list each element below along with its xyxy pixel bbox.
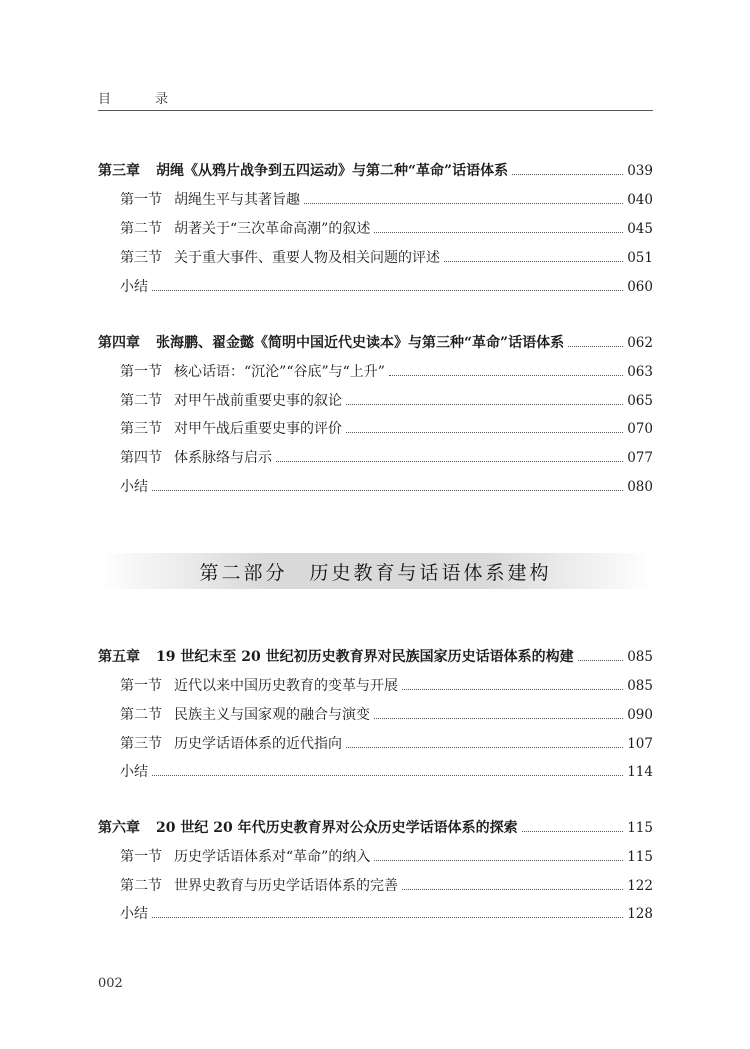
dot-leader [346, 393, 623, 405]
section-title: 对甲午战前重要史事的叙论 [174, 393, 342, 409]
page-ref: 070 [627, 421, 653, 437]
section-number: 第三节 [120, 736, 162, 752]
toc-section[interactable] [120, 247, 653, 267]
dot-leader [578, 649, 624, 661]
section-number: 小结 [120, 479, 148, 495]
section-number: 第二节 [120, 393, 162, 409]
page-ref: 040 [627, 192, 653, 208]
page-ref: 085 [627, 649, 653, 665]
page-ref: 063 [627, 364, 653, 380]
chapter-number: 第三章 [98, 163, 140, 179]
section-title: 关于重大事件、重要人物及相关问题的评述 [174, 250, 440, 266]
section-title: 近代以来中国历史教育的变革与开展 [174, 678, 398, 694]
toc-section[interactable] [120, 875, 653, 895]
chapter-title: 19 世纪末至 20 世纪初历史教育界对民族国家历史话语体系的构建 [156, 649, 574, 665]
dot-leader [374, 221, 623, 233]
toc-section[interactable] [120, 189, 653, 209]
section-title: 历史学话语体系对“革命”的纳入 [174, 849, 371, 865]
dot-leader [444, 250, 623, 262]
running-head: 目 录 [98, 92, 189, 107]
toc-chapter-4[interactable] [98, 332, 653, 352]
page-number: 002 [98, 976, 123, 991]
section-title: 体系脉络与启示 [174, 450, 272, 466]
toc-section[interactable] [120, 218, 653, 238]
toc-chapter-3[interactable] [98, 160, 653, 180]
page-ref: 065 [627, 393, 653, 409]
page-ref: 107 [627, 736, 653, 752]
section-number: 第三节 [120, 421, 162, 437]
part-title: 第二部分 历史教育与话语体系建构 [199, 561, 552, 584]
page-ref: 062 [627, 335, 653, 351]
section-number: 第一节 [120, 849, 162, 865]
dot-leader [276, 450, 623, 462]
toc-section[interactable] [120, 447, 653, 467]
toc-summary[interactable] [120, 761, 653, 781]
toc-chapter-6[interactable] [98, 817, 653, 837]
section-number: 小结 [120, 906, 148, 922]
dot-leader [346, 421, 623, 433]
section-number: 小结 [120, 764, 148, 780]
toc-summary[interactable] [120, 476, 653, 496]
section-number: 第二节 [120, 221, 162, 237]
section-title: 胡著关于“三次革命高潮”的叙述 [174, 221, 371, 237]
section-number: 第一节 [120, 364, 162, 380]
toc-section[interactable] [120, 418, 653, 438]
dot-leader [304, 192, 623, 204]
page-ref: 114 [627, 764, 653, 780]
dot-leader [522, 820, 624, 832]
section-number: 第四节 [120, 450, 162, 466]
toc-section[interactable] [120, 361, 653, 381]
page-ref: 090 [627, 707, 653, 723]
page-ref: 039 [627, 163, 653, 179]
section-number: 第三节 [120, 250, 162, 266]
section-number: 小结 [120, 279, 148, 295]
page-ref: 128 [627, 906, 653, 922]
section-number: 第二节 [120, 878, 162, 894]
chapter-title: 20 世纪 20 年代历史教育界对公众历史学话语体系的探索 [156, 820, 518, 836]
section-title: 对甲午战后重要史事的评价 [174, 421, 342, 437]
dot-leader [568, 335, 623, 347]
section-number: 第一节 [120, 678, 162, 694]
dot-leader [512, 163, 623, 175]
dot-leader [152, 479, 623, 491]
section-title: 胡绳生平与其著旨趣 [174, 192, 300, 208]
page-ref: 115 [627, 849, 653, 865]
toc-section[interactable] [120, 675, 653, 695]
toc-section[interactable] [120, 390, 653, 410]
section-title: 核心话语：“沉沦”“谷底”与“上升” [174, 364, 385, 380]
dot-leader [152, 764, 623, 776]
chapter-number: 第五章 [98, 649, 140, 665]
chapter-number: 第四章 [98, 335, 140, 351]
page-ref: 045 [627, 221, 653, 237]
page-ref: 122 [627, 878, 653, 894]
toc-chapter-5[interactable] [98, 646, 653, 666]
page-ref: 051 [627, 250, 653, 266]
page-ref: 060 [627, 279, 653, 295]
chapter-number: 第六章 [98, 820, 140, 836]
section-number: 第一节 [120, 192, 162, 208]
toc-section[interactable] [120, 846, 653, 866]
toc-section[interactable] [120, 704, 653, 724]
chapter-title: 张海鹏、翟金懿《简明中国近代史读本》与第三种“革命”话语体系 [156, 335, 565, 351]
section-number: 第二节 [120, 707, 162, 723]
section-title: 民族主义与国家观的融合与演变 [174, 707, 370, 723]
dot-leader [346, 736, 623, 748]
toc-section[interactable] [120, 733, 653, 753]
part-banner [98, 553, 653, 589]
page-ref: 115 [627, 820, 653, 836]
section-title: 历史学话语体系的近代指向 [174, 736, 342, 752]
dot-leader [152, 279, 623, 291]
dot-leader [152, 906, 623, 918]
dot-leader [374, 849, 623, 861]
header-rule [98, 110, 653, 111]
dot-leader [402, 878, 623, 890]
page-ref: 080 [627, 479, 653, 495]
toc-summary[interactable] [120, 276, 653, 296]
dot-leader [389, 364, 623, 376]
page-ref: 085 [627, 678, 653, 694]
toc-summary[interactable] [120, 903, 653, 923]
dot-leader [402, 678, 623, 690]
section-title: 世界史教育与历史学话语体系的完善 [174, 878, 398, 894]
page-ref: 077 [627, 450, 653, 466]
dot-leader [374, 707, 623, 719]
chapter-title: 胡绳《从鸦片战争到五四运动》与第二种“革命”话语体系 [156, 163, 509, 179]
